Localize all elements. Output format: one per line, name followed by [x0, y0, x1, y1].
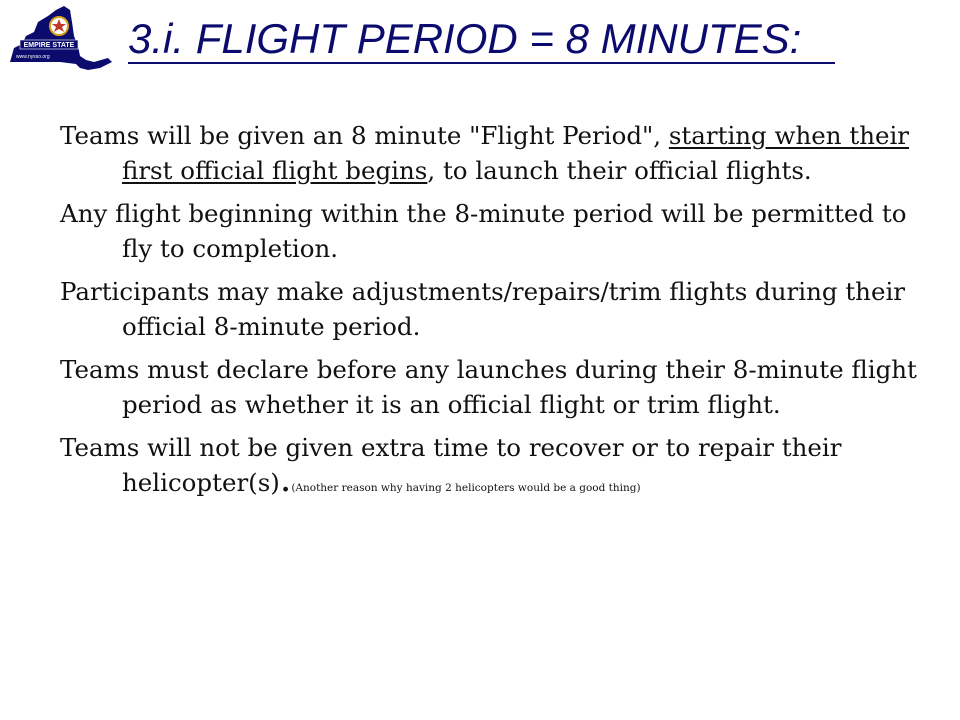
paragraph-completion [60, 196, 922, 266]
sentence-period: . [279, 459, 292, 500]
paragraph-text: Teams must declare before any launches during their 8-minute flight period as whether it is an official flight or trim flight. [60, 355, 917, 419]
paragraph-text: Teams will not be given extra time to recover or to repair their helicopter(s) [60, 433, 842, 497]
slide-title: 3.i. FLIGHT PERIOD = 8 MINUTES: [128, 15, 802, 62]
paragraph-text: Teams will be given an 8 minute "Flight Period", [60, 121, 669, 150]
title-underline [128, 62, 835, 64]
paragraph-flight-period [60, 118, 922, 188]
slide-body [60, 118, 922, 514]
paragraph-text: Participants may make adjustments/repairs/trim flights during their official 8-minute period. [60, 277, 905, 341]
paragraph-declare [60, 352, 922, 422]
state-silhouette [10, 6, 112, 70]
paragraph-text: Any flight beginning within the 8-minute period will be permitted to fly to completion. [60, 199, 907, 263]
footnote-remark: (Another reason why having 2 helicopters would be a good thing) [291, 482, 641, 494]
paragraph-text: , to launch their official flights. [427, 156, 812, 185]
logo-url-text: www.nysso.org [16, 54, 50, 60]
new-york-state-map-icon [4, 2, 116, 74]
underlined-phrase: starting when their first official flight begins [122, 121, 910, 185]
nysso-logo [4, 2, 116, 74]
paragraph-extra-time [60, 430, 922, 506]
paragraph-adjustments [60, 274, 922, 344]
logo-banner-text: EMPIRE STATE [23, 42, 75, 49]
